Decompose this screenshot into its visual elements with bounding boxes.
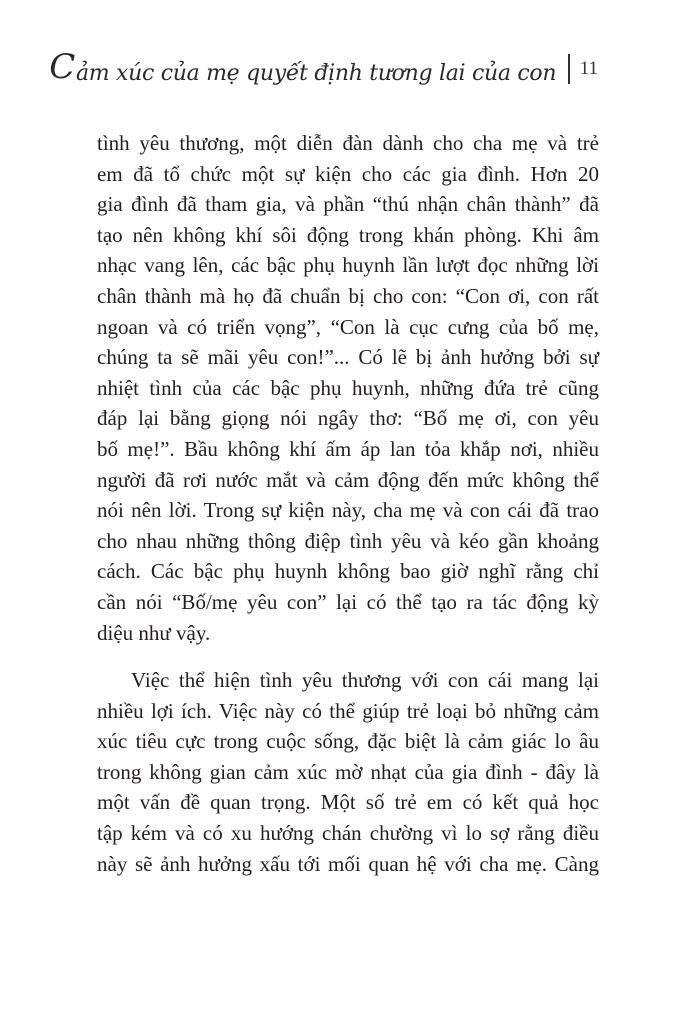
text-line: nhiều lợi ích. Việc này có thể giúp trẻ loại bỏ những cảm [97,698,599,723]
text-line: cho nhau những thông điệp tình yêu và kéo gần khoảng [97,528,599,553]
text-line: đáp lại bằng giọng nói ngây thơ: “Bố mẹ ơi, con yêu [97,406,599,431]
chapter-title-initial: C [49,47,75,87]
text-line: nhạc vang lên, các bậc phụ huynh lần lượt đọc những lời [97,253,599,278]
body-text [97,128,599,879]
text-line: tập kém và có xu hướng chán chường vì lo sợ rằng điều [97,821,599,846]
text-line: ngoan và có triển vọng”, “Con là cục cưng của bố mẹ, [97,314,599,339]
text-line: cách. Các bậc phụ huynh không bao giờ nghĩ rằng chỉ [97,559,599,584]
text-line: bố mẹ!”. Bầu không khí ấm áp lan tỏa khắp nơi, nhiều [97,436,599,461]
text-line: xúc tiêu cực trong cuộc sống, đặc biệt là cảm giác lo âu [97,729,599,754]
text-line: gia đình đã tham gia, và phần “thú nhận chân thành” đã [97,192,599,217]
paragraph-1 [97,128,599,648]
chapter-title-rest: ảm xúc của mẹ quyết định tương lai của con [75,61,557,86]
running-header [49,46,598,92]
text-line: cần nói “Bố/mẹ yêu con” lại có thể tạo ra tác động kỳ [97,589,599,614]
paragraph-2 [97,665,599,879]
page-number: 11 [579,58,598,79]
header-divider [568,54,570,84]
text-line: một vấn đề quan trọng. Một số trẻ em có kết quả học [97,790,599,815]
text-line: Việc thể hiện tình yêu thương với con cái mang lại [131,668,599,693]
text-line: em đã tổ chức một sự kiện cho các gia đình. Hơn 20 [97,161,599,186]
text-line: diệu như vậy. [97,620,211,645]
text-line: nhiệt tình của các bậc phụ huynh, những đứa trẻ cũng [97,375,599,400]
text-line: này sẽ ảnh hưởng xấu tới mối quan hệ với cha mẹ. Càng [97,851,599,876]
paragraph-spacer [97,648,599,665]
text-line: chân thành mà họ đã chuẩn bị cho con: “Con ơi, con rất [97,283,599,308]
text-line: tạo nên không khí sôi động trong khán phòng. Khi âm [97,222,599,247]
chapter-title [49,47,557,87]
text-line: người đã rơi nước mắt và cảm động đến mức không thể [97,467,599,492]
text-line: trong không gian cảm xúc mờ nhạt của gia đình - đây là [97,759,599,784]
text-line: nói nên lời. Trong sự kiện này, cha mẹ và con cái đã trao [97,498,599,523]
text-line: chúng ta sẽ mãi yêu con!”... Có lẽ bị ảnh hưởng bởi sự [97,345,599,370]
text-line: tình yêu thương, một diễn đàn dành cho cha mẹ và trẻ [97,131,599,155]
